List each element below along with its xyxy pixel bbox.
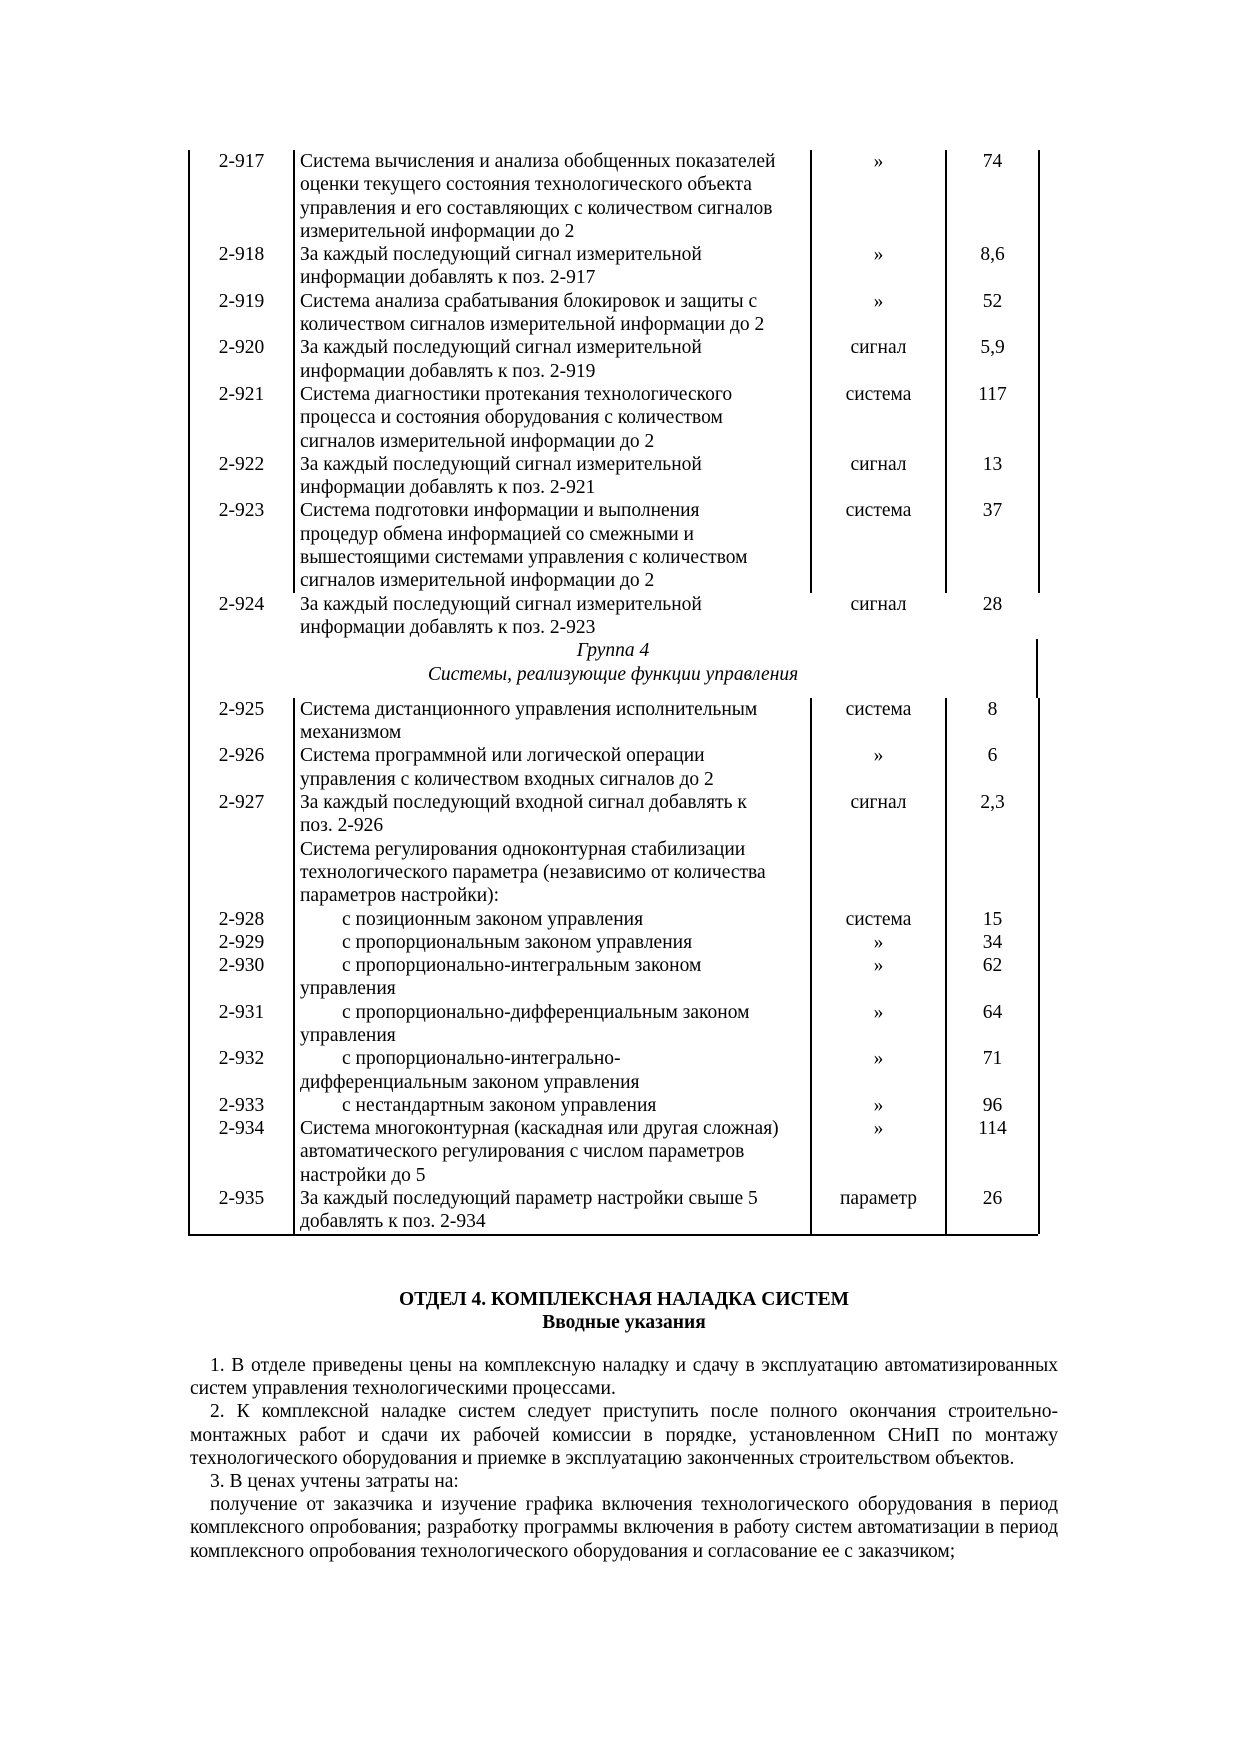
item-description xyxy=(293,931,810,954)
item-unit: сигнал xyxy=(810,336,945,383)
item-code: 2-931 xyxy=(188,1001,293,1048)
description-line xyxy=(300,744,810,767)
item-unit: сигнал xyxy=(850,593,907,615)
table-row xyxy=(188,150,1038,243)
item-code: 2-929 xyxy=(188,931,293,954)
item-unit: » xyxy=(810,1094,945,1117)
table-bottom-rule xyxy=(188,1234,1038,1236)
table-row xyxy=(188,499,1038,592)
item-description xyxy=(293,383,810,453)
description-text: процесса и состояния оборудования с количеством xyxy=(300,407,723,429)
table-row xyxy=(188,243,1038,290)
description-text: Система регулирования одноконтурная стабилизации xyxy=(300,838,746,860)
item-price: 114 xyxy=(945,1117,1040,1187)
item-unit: система xyxy=(810,499,945,592)
item-unit: » xyxy=(810,243,945,290)
description-text: За каждый последующий сигнал измерительной xyxy=(300,453,702,475)
item-description xyxy=(293,1187,810,1234)
description-text: поз. 2-926 xyxy=(300,815,384,837)
description-line xyxy=(300,931,810,954)
item-unit: » xyxy=(810,290,945,337)
description-line xyxy=(300,150,810,173)
item-price: 74 xyxy=(945,150,1040,243)
description-text: настройки до 5 xyxy=(300,1164,426,1186)
price-table xyxy=(188,150,1038,1236)
item-price: 71 xyxy=(945,1047,1040,1094)
description-line xyxy=(300,1210,810,1233)
item-code xyxy=(188,838,293,908)
item-code: 2-930 xyxy=(188,954,293,1001)
description-text: За каждый последующий сигнал измерительной xyxy=(300,337,702,359)
item-description xyxy=(293,150,810,243)
description-text: Система многоконтурная (каскадная или другая сложная) xyxy=(300,1118,779,1140)
item-price: 52 xyxy=(945,290,1040,337)
description-line xyxy=(300,721,810,744)
table-row xyxy=(188,1047,1038,1094)
item-description xyxy=(293,1117,810,1187)
table-row xyxy=(188,290,1038,337)
section-heading: ОТДЕЛ 4. КОМПЛЕКСНАЯ НАЛАДКА СИСТЕМ xyxy=(398,1289,849,1310)
group-subtitle: Системы, реализующие функции управления xyxy=(427,663,799,685)
item-code: 2-923 xyxy=(188,499,293,592)
description-line xyxy=(300,1024,810,1047)
item-unit: сигнал xyxy=(810,791,945,838)
section-4 xyxy=(190,1288,1058,1563)
description-line xyxy=(300,1187,810,1210)
item-code: 2-934 xyxy=(188,1117,293,1187)
table-row xyxy=(188,1117,1038,1187)
item-description xyxy=(293,791,810,838)
description-text: Система вычисления и анализа обобщенных показателей xyxy=(300,151,776,172)
item-unit: » xyxy=(810,150,945,243)
description-line xyxy=(300,1140,810,1163)
group-title: Группа 4 xyxy=(576,640,650,662)
item-price: 8 xyxy=(945,698,1040,745)
description-line xyxy=(300,499,810,522)
item-code: 2-918 xyxy=(188,243,293,290)
description-text: За каждый последующий сигнал измерительной xyxy=(300,244,702,266)
description-line xyxy=(300,791,810,814)
description-line xyxy=(300,266,810,289)
item-unit: » xyxy=(810,1001,945,1048)
item-price: 26 xyxy=(945,1187,1040,1234)
table-row xyxy=(188,593,1038,640)
paragraph-1: 1. В отделе приведены цены на комплексную наладку и сдачу в эксплуатацию автоматизированных систем управления технологическими процессами. xyxy=(190,1355,1058,1400)
description-text: параметров настройки): xyxy=(300,885,500,907)
item-code: 2-927 xyxy=(188,791,293,838)
item-unit: система xyxy=(810,383,945,453)
description-text: с пропорционально-интегральным законом xyxy=(342,955,702,977)
description-line xyxy=(300,616,810,639)
description-text: управления с количеством входных сигналов до 2 xyxy=(300,768,714,790)
description-text: с нестандартным законом управления xyxy=(342,1094,657,1116)
item-description xyxy=(293,698,810,745)
item-price: 6 xyxy=(945,744,1040,791)
table-row xyxy=(188,383,1038,453)
description-line xyxy=(300,290,810,313)
table-row xyxy=(188,908,1038,931)
description-text: информации добавлять к поз. 2-921 xyxy=(300,477,596,499)
item-price: 15 xyxy=(945,908,1040,931)
item-description xyxy=(293,908,810,931)
description-text: количеством сигналов измерительной информации до 2 xyxy=(300,314,765,336)
item-price: 5,9 xyxy=(945,336,1040,383)
item-unit xyxy=(810,838,945,908)
description-line xyxy=(300,360,810,383)
item-description xyxy=(293,243,810,290)
item-price: 13 xyxy=(945,453,1040,500)
description-text: информации добавлять к поз. 2-923 xyxy=(300,616,596,638)
item-code: 2-921 xyxy=(188,383,293,453)
description-text: технологического параметра (независимо от количества xyxy=(300,861,766,883)
description-text: вышестоящими системами управления с количеством xyxy=(300,547,748,569)
description-line xyxy=(300,476,810,499)
description-line xyxy=(300,523,810,546)
item-code: 2-917 xyxy=(188,150,293,243)
table-row xyxy=(188,698,1038,745)
item-price: 117 xyxy=(945,383,1040,453)
paragraph-4: получение от заказчика и изучение графика включения технологического оборудования в период комплексного опробования; разработку программы включения в работу систем автоматизации в период комплексного опробования технологического оборудования и согласование ее с заказчиком; xyxy=(190,1494,1058,1562)
description-line xyxy=(300,1117,810,1140)
description-text: За каждый последующий входной сигнал добавлять к xyxy=(300,792,747,814)
item-description xyxy=(293,838,810,908)
description-line xyxy=(300,430,810,453)
description-text: управления xyxy=(300,978,396,1000)
item-price: 64 xyxy=(945,1001,1040,1048)
item-code: 2-919 xyxy=(188,290,293,337)
table-row xyxy=(188,954,1038,1001)
description-text: сигналов измерительной информации до 2 xyxy=(300,570,655,592)
description-text: За каждый последующий сигнал измерительной xyxy=(300,593,702,615)
description-line xyxy=(300,1047,810,1070)
item-price: 96 xyxy=(945,1094,1040,1117)
item-description xyxy=(293,1001,810,1048)
table-row xyxy=(188,336,1038,383)
item-unit: » xyxy=(810,744,945,791)
item-price: 34 xyxy=(945,931,1040,954)
description-line xyxy=(300,173,810,196)
description-line xyxy=(300,569,810,592)
description-line xyxy=(300,546,810,569)
description-line xyxy=(300,954,810,977)
description-text: Система программной или логической операции xyxy=(300,745,705,767)
table-row xyxy=(188,744,1038,791)
item-code: 2-928 xyxy=(188,908,293,931)
description-line xyxy=(300,838,810,861)
item-description xyxy=(293,1094,810,1117)
description-line xyxy=(300,1071,810,1094)
description-line xyxy=(300,884,810,907)
item-unit: параметр xyxy=(810,1187,945,1234)
description-text: процедур обмена информацией со смежными и xyxy=(300,523,694,545)
item-unit: » xyxy=(810,1047,945,1094)
table-row xyxy=(188,1001,1038,1048)
description-line xyxy=(300,593,810,616)
description-line xyxy=(300,406,810,429)
description-text: информации добавлять к поз. 2-919 xyxy=(300,360,596,382)
description-line xyxy=(300,1164,810,1187)
item-code: 2-924 xyxy=(188,593,293,640)
table-row xyxy=(188,453,1038,500)
item-unit: сигнал xyxy=(810,453,945,500)
item-description xyxy=(293,1047,810,1094)
section-subheading: Вводные указания xyxy=(542,1312,706,1333)
description-text: информации добавлять к поз. 2-917 xyxy=(300,267,596,289)
description-line xyxy=(300,220,810,243)
description-text: управления xyxy=(300,1024,396,1046)
description-text: управления и его составляющих с количеством сигналов xyxy=(300,197,773,219)
item-unit: » xyxy=(810,954,945,1001)
description-line xyxy=(300,698,810,721)
item-code: 2-932 xyxy=(188,1047,293,1094)
description-line xyxy=(300,861,810,884)
description-text: с пропорционально-дифференциальным законом xyxy=(342,1001,750,1023)
table-row xyxy=(188,1094,1038,1117)
item-description xyxy=(293,954,810,1001)
description-text: Система дистанционного управления исполнительным xyxy=(300,698,758,720)
item-price: 37 xyxy=(945,499,1040,592)
item-code: 2-922 xyxy=(188,453,293,500)
description-line xyxy=(300,383,810,406)
paragraph-2: 2. К комплексной наладке систем следует приступить после полного окончания строительно-монтажных работ и сдачи их рабочей комиссии в порядке, установленном СНиП по монтажу технологического оборудования и приемке в эксплуатацию законченных строительством объектов. xyxy=(190,1401,1058,1469)
item-description xyxy=(293,744,810,791)
table-row xyxy=(188,791,1038,838)
description-text: механизмом xyxy=(300,722,402,744)
item-description xyxy=(293,453,810,500)
description-line xyxy=(300,1094,810,1117)
item-code: 2-926 xyxy=(188,744,293,791)
item-unit: » xyxy=(810,1117,945,1187)
item-price: 2,3 xyxy=(945,791,1040,838)
description-line xyxy=(300,814,810,837)
description-text: дифференциальным законом управления xyxy=(300,1071,640,1093)
item-price xyxy=(945,838,1040,908)
description-text: с пропорциональным законом управления xyxy=(342,931,693,953)
paragraph-3: 3. В ценах учтены затраты на: xyxy=(210,1471,459,1493)
item-code: 2-933 xyxy=(188,1094,293,1117)
table-row xyxy=(188,1187,1038,1234)
item-description xyxy=(293,290,810,337)
description-text: измерительной информации до 2 xyxy=(300,220,575,242)
item-description xyxy=(293,593,810,640)
description-line xyxy=(300,1001,810,1024)
item-price: 28 xyxy=(982,593,1003,615)
description-line xyxy=(300,197,810,220)
description-text: с позиционным законом управления xyxy=(342,908,644,930)
item-code: 2-935 xyxy=(188,1187,293,1234)
item-unit: система xyxy=(810,698,945,745)
item-description xyxy=(293,336,810,383)
table-section-group-3 xyxy=(188,150,1038,639)
description-line xyxy=(300,336,810,359)
description-line xyxy=(300,768,810,791)
description-line xyxy=(300,313,810,336)
item-code: 2-925 xyxy=(188,698,293,745)
item-price: 8,6 xyxy=(945,243,1040,290)
item-price: 62 xyxy=(945,954,1040,1001)
description-text: сигналов измерительной информации до 2 xyxy=(300,430,655,452)
item-code: 2-920 xyxy=(188,336,293,383)
description-line xyxy=(300,977,810,1000)
item-unit: » xyxy=(810,931,945,954)
description-text: добавлять к поз. 2-934 xyxy=(300,1211,486,1233)
description-text: оценки текущего состояния технологического объекта xyxy=(300,174,752,196)
table-row xyxy=(188,931,1038,954)
description-text: с пропорционально-интегрально- xyxy=(342,1048,621,1070)
description-text: автоматического регулирования с числом параметров xyxy=(300,1141,745,1163)
description-text: Система подготовки информации и выполнения xyxy=(300,500,700,522)
description-line xyxy=(300,243,810,266)
table-section-group-4 xyxy=(188,698,1038,1234)
table-row xyxy=(188,838,1038,908)
description-text: За каждый последующий параметр настройки свыше 5 xyxy=(300,1188,758,1210)
description-line xyxy=(300,908,810,931)
description-line xyxy=(300,453,810,476)
group-header xyxy=(188,639,1038,698)
description-text: Система анализа срабатывания блокировок и защиты с xyxy=(300,290,758,312)
item-description xyxy=(293,499,810,592)
description-text: Система диагностики протекания технологического xyxy=(300,383,733,405)
item-unit: система xyxy=(810,908,945,931)
